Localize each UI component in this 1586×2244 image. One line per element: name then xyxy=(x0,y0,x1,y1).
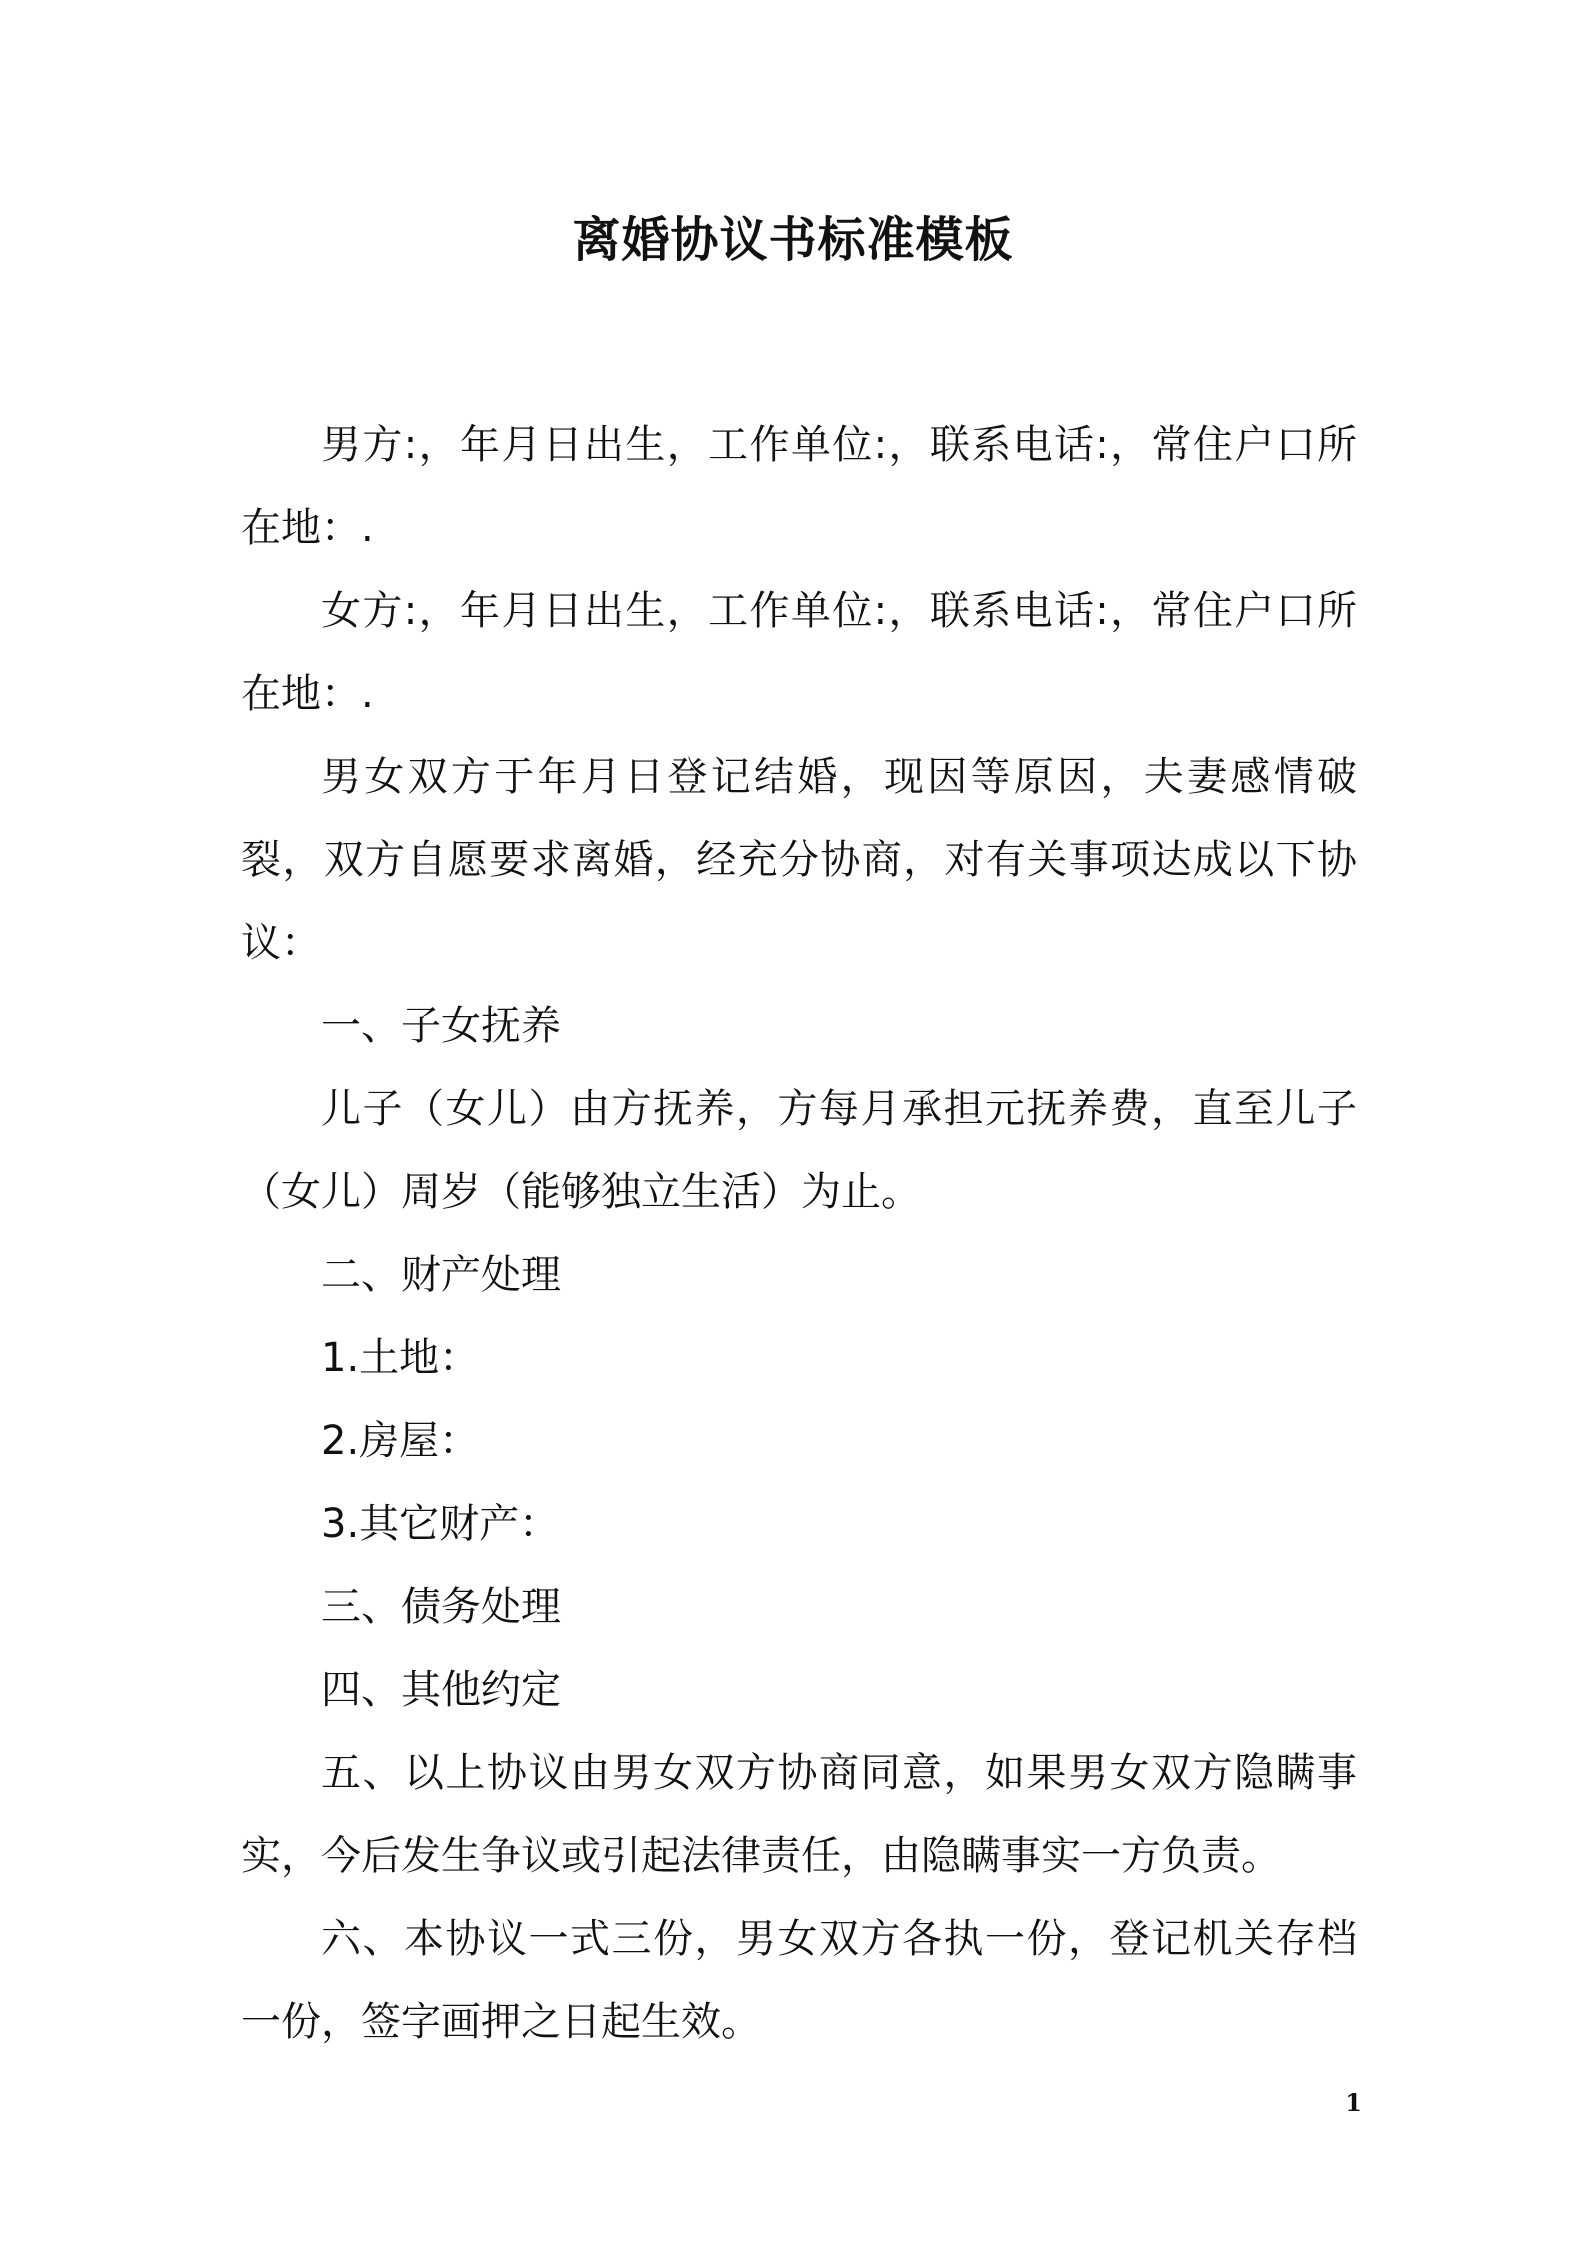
document-title: 离婚协议书标准模板 xyxy=(572,212,1014,268)
paragraph-female-party: 女方:，年月日出生，工作单位:，联系电话:，常住户口所在地：. xyxy=(241,588,1357,717)
section-heading-debt: 三、债务处理 xyxy=(321,1584,561,1630)
page-number: 1 xyxy=(1345,2088,1362,2117)
paragraph-concealment-responsibility: 五、以上协议由男女双方协商同意，如果男女双方隐瞒事实，今后发生争议或引起法律责任，由隐瞒事实一方负责。 xyxy=(241,1750,1357,1879)
list-item-other-property: 3.其它财产： xyxy=(321,1501,560,1547)
paragraph-male-party: 男方:，年月日出生，工作单位:，联系电话:，常住户口所在地：. xyxy=(241,422,1357,551)
document-body xyxy=(241,404,1357,2064)
paragraph-marriage-background: 男女双方于年月日登记结婚，现因等原因，夫妻感情破裂，双方自愿要求离婚，经充分协商，对有关事项达成以下协议： xyxy=(241,754,1357,966)
paragraph-child-custody: 儿子（女儿）由方抚养，方每月承担元抚养费，直至儿子（女儿）周岁（能够独立生活）为止。 xyxy=(241,1086,1357,1215)
paragraph-copies-effectiveness: 六、本协议一式三份，男女双方各执一份，登记机关存档一份，签字画押之日起生效。 xyxy=(241,1916,1357,2045)
list-item-house: 2.房屋： xyxy=(321,1418,480,1464)
list-item-land: 1.土地： xyxy=(321,1335,480,1381)
section-heading-property: 二、财产处理 xyxy=(321,1252,561,1298)
section-heading-other-agreements: 四、其他约定 xyxy=(321,1667,561,1713)
section-heading-child-custody: 一、子女抚养 xyxy=(321,1003,561,1049)
